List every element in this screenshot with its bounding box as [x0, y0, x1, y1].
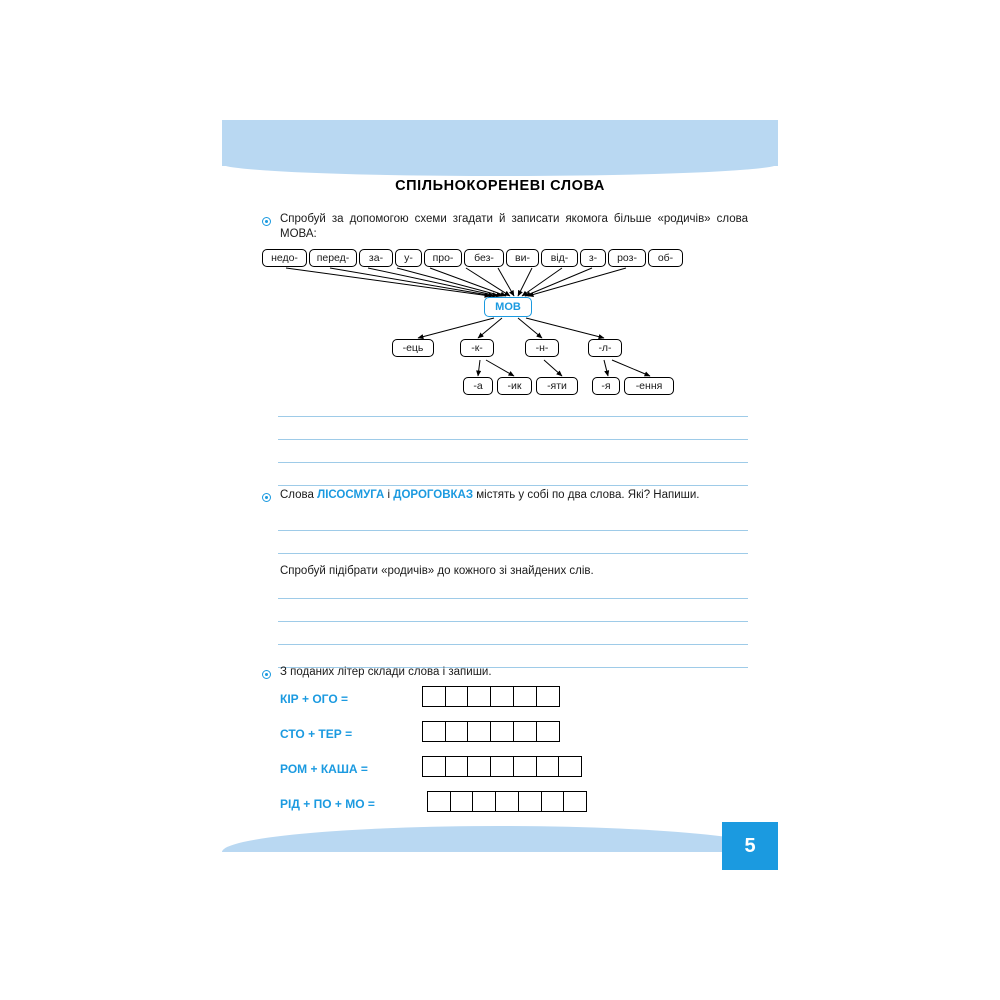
letter-box[interactable]: [467, 686, 491, 707]
letter-box[interactable]: [541, 791, 565, 812]
prefix-cell: про-: [424, 249, 462, 267]
letter-box[interactable]: [450, 791, 474, 812]
prefix-cell: ви-: [506, 249, 539, 267]
letter-box[interactable]: [445, 686, 469, 707]
prefix-cell: у-: [395, 249, 422, 267]
prefix-cell: роз-: [608, 249, 646, 267]
letter-box[interactable]: [490, 686, 514, 707]
page-title: СПІЛЬНОКОРЕНЕВІ СЛОВА: [395, 178, 605, 194]
answer-line[interactable]: [278, 621, 748, 622]
word-build-boxes[interactable]: [427, 791, 587, 812]
letter-box[interactable]: [513, 756, 537, 777]
task-2-text-middle: і: [384, 489, 394, 501]
suffix-cell: -к-: [460, 339, 494, 357]
worksheet-page: [222, 120, 778, 870]
answer-line[interactable]: [278, 644, 748, 645]
prefix-cell: недо-: [262, 249, 307, 267]
suffix-cell: -ик: [497, 377, 532, 395]
prefix-cell: за-: [359, 249, 393, 267]
word-build-label: РІД + ПО + МО =: [280, 797, 375, 811]
task-2-word-2: ДОРОГОВКАЗ: [393, 489, 474, 501]
letter-box[interactable]: [427, 791, 451, 812]
letter-box[interactable]: [422, 721, 446, 742]
letter-box[interactable]: [558, 756, 582, 777]
letter-box[interactable]: [518, 791, 542, 812]
prefix-cell: з-: [580, 249, 606, 267]
answer-line[interactable]: [278, 485, 748, 486]
letter-box[interactable]: [536, 721, 560, 742]
letter-box[interactable]: [513, 686, 537, 707]
letter-box[interactable]: [422, 756, 446, 777]
letter-box[interactable]: [467, 721, 491, 742]
answer-line[interactable]: [278, 462, 748, 463]
word-build-label: КІР + ОГО =: [280, 692, 348, 706]
answer-line[interactable]: [278, 553, 748, 554]
letter-box[interactable]: [536, 756, 560, 777]
letter-box[interactable]: [536, 686, 560, 707]
suffix-cell: -яти: [536, 377, 578, 395]
prefix-cell: від-: [541, 249, 578, 267]
prefix-cell: перед-: [309, 249, 357, 267]
word-build-label: СТО + ТЕР =: [280, 727, 353, 741]
answer-line[interactable]: [278, 416, 748, 417]
suffix-cell: -а: [463, 377, 493, 395]
word-build-boxes[interactable]: [422, 686, 560, 707]
word-build-label: РОМ + КАША =: [280, 762, 368, 776]
task-2-instruction: [280, 488, 750, 503]
task-2-text-before: Слова: [280, 489, 318, 501]
answer-line[interactable]: [278, 439, 748, 440]
task-1-instruction: Спробуй за допомогою схеми згадати й записати якомога більше «родичів» слова МОВА:: [280, 213, 748, 240]
letter-box[interactable]: [445, 721, 469, 742]
suffix-cell: -ення: [624, 377, 674, 395]
bottom-decorative-band: [222, 826, 778, 852]
letter-box[interactable]: [513, 721, 537, 742]
letter-box[interactable]: [495, 791, 519, 812]
letter-box[interactable]: [472, 791, 496, 812]
root-cell: МОВ: [484, 297, 532, 317]
letter-box[interactable]: [490, 721, 514, 742]
word-build-boxes[interactable]: [422, 721, 560, 742]
suffix-cell: -н-: [525, 339, 559, 357]
task-bullet-3: [262, 670, 271, 679]
letter-box[interactable]: [563, 791, 587, 812]
answer-line[interactable]: [278, 598, 748, 599]
letter-box[interactable]: [467, 756, 491, 777]
word-build-boxes[interactable]: [422, 756, 582, 777]
suffix-cell: -я: [592, 377, 620, 395]
letter-box[interactable]: [445, 756, 469, 777]
letter-box[interactable]: [490, 756, 514, 777]
task-2-word-1: ЛІСОСМУГА: [317, 489, 385, 501]
answer-line[interactable]: [278, 530, 748, 531]
suffix-cell: -л-: [588, 339, 622, 357]
task-2-subtask: Спробуй підібрати «родичів» до кожного зі знайдених слів.: [280, 565, 594, 577]
task-bullet-2: [262, 493, 271, 502]
page-number: 5: [722, 822, 778, 870]
suffix-cell: -ець: [392, 339, 434, 357]
letter-box[interactable]: [422, 686, 446, 707]
prefix-cell: без-: [464, 249, 504, 267]
task-2-text-after: містять у собі по два слова. Які? Напиши.: [473, 489, 700, 501]
task-3-instruction: З поданих літер склади слова і запиши.: [280, 666, 492, 678]
prefix-cell: об-: [648, 249, 683, 267]
